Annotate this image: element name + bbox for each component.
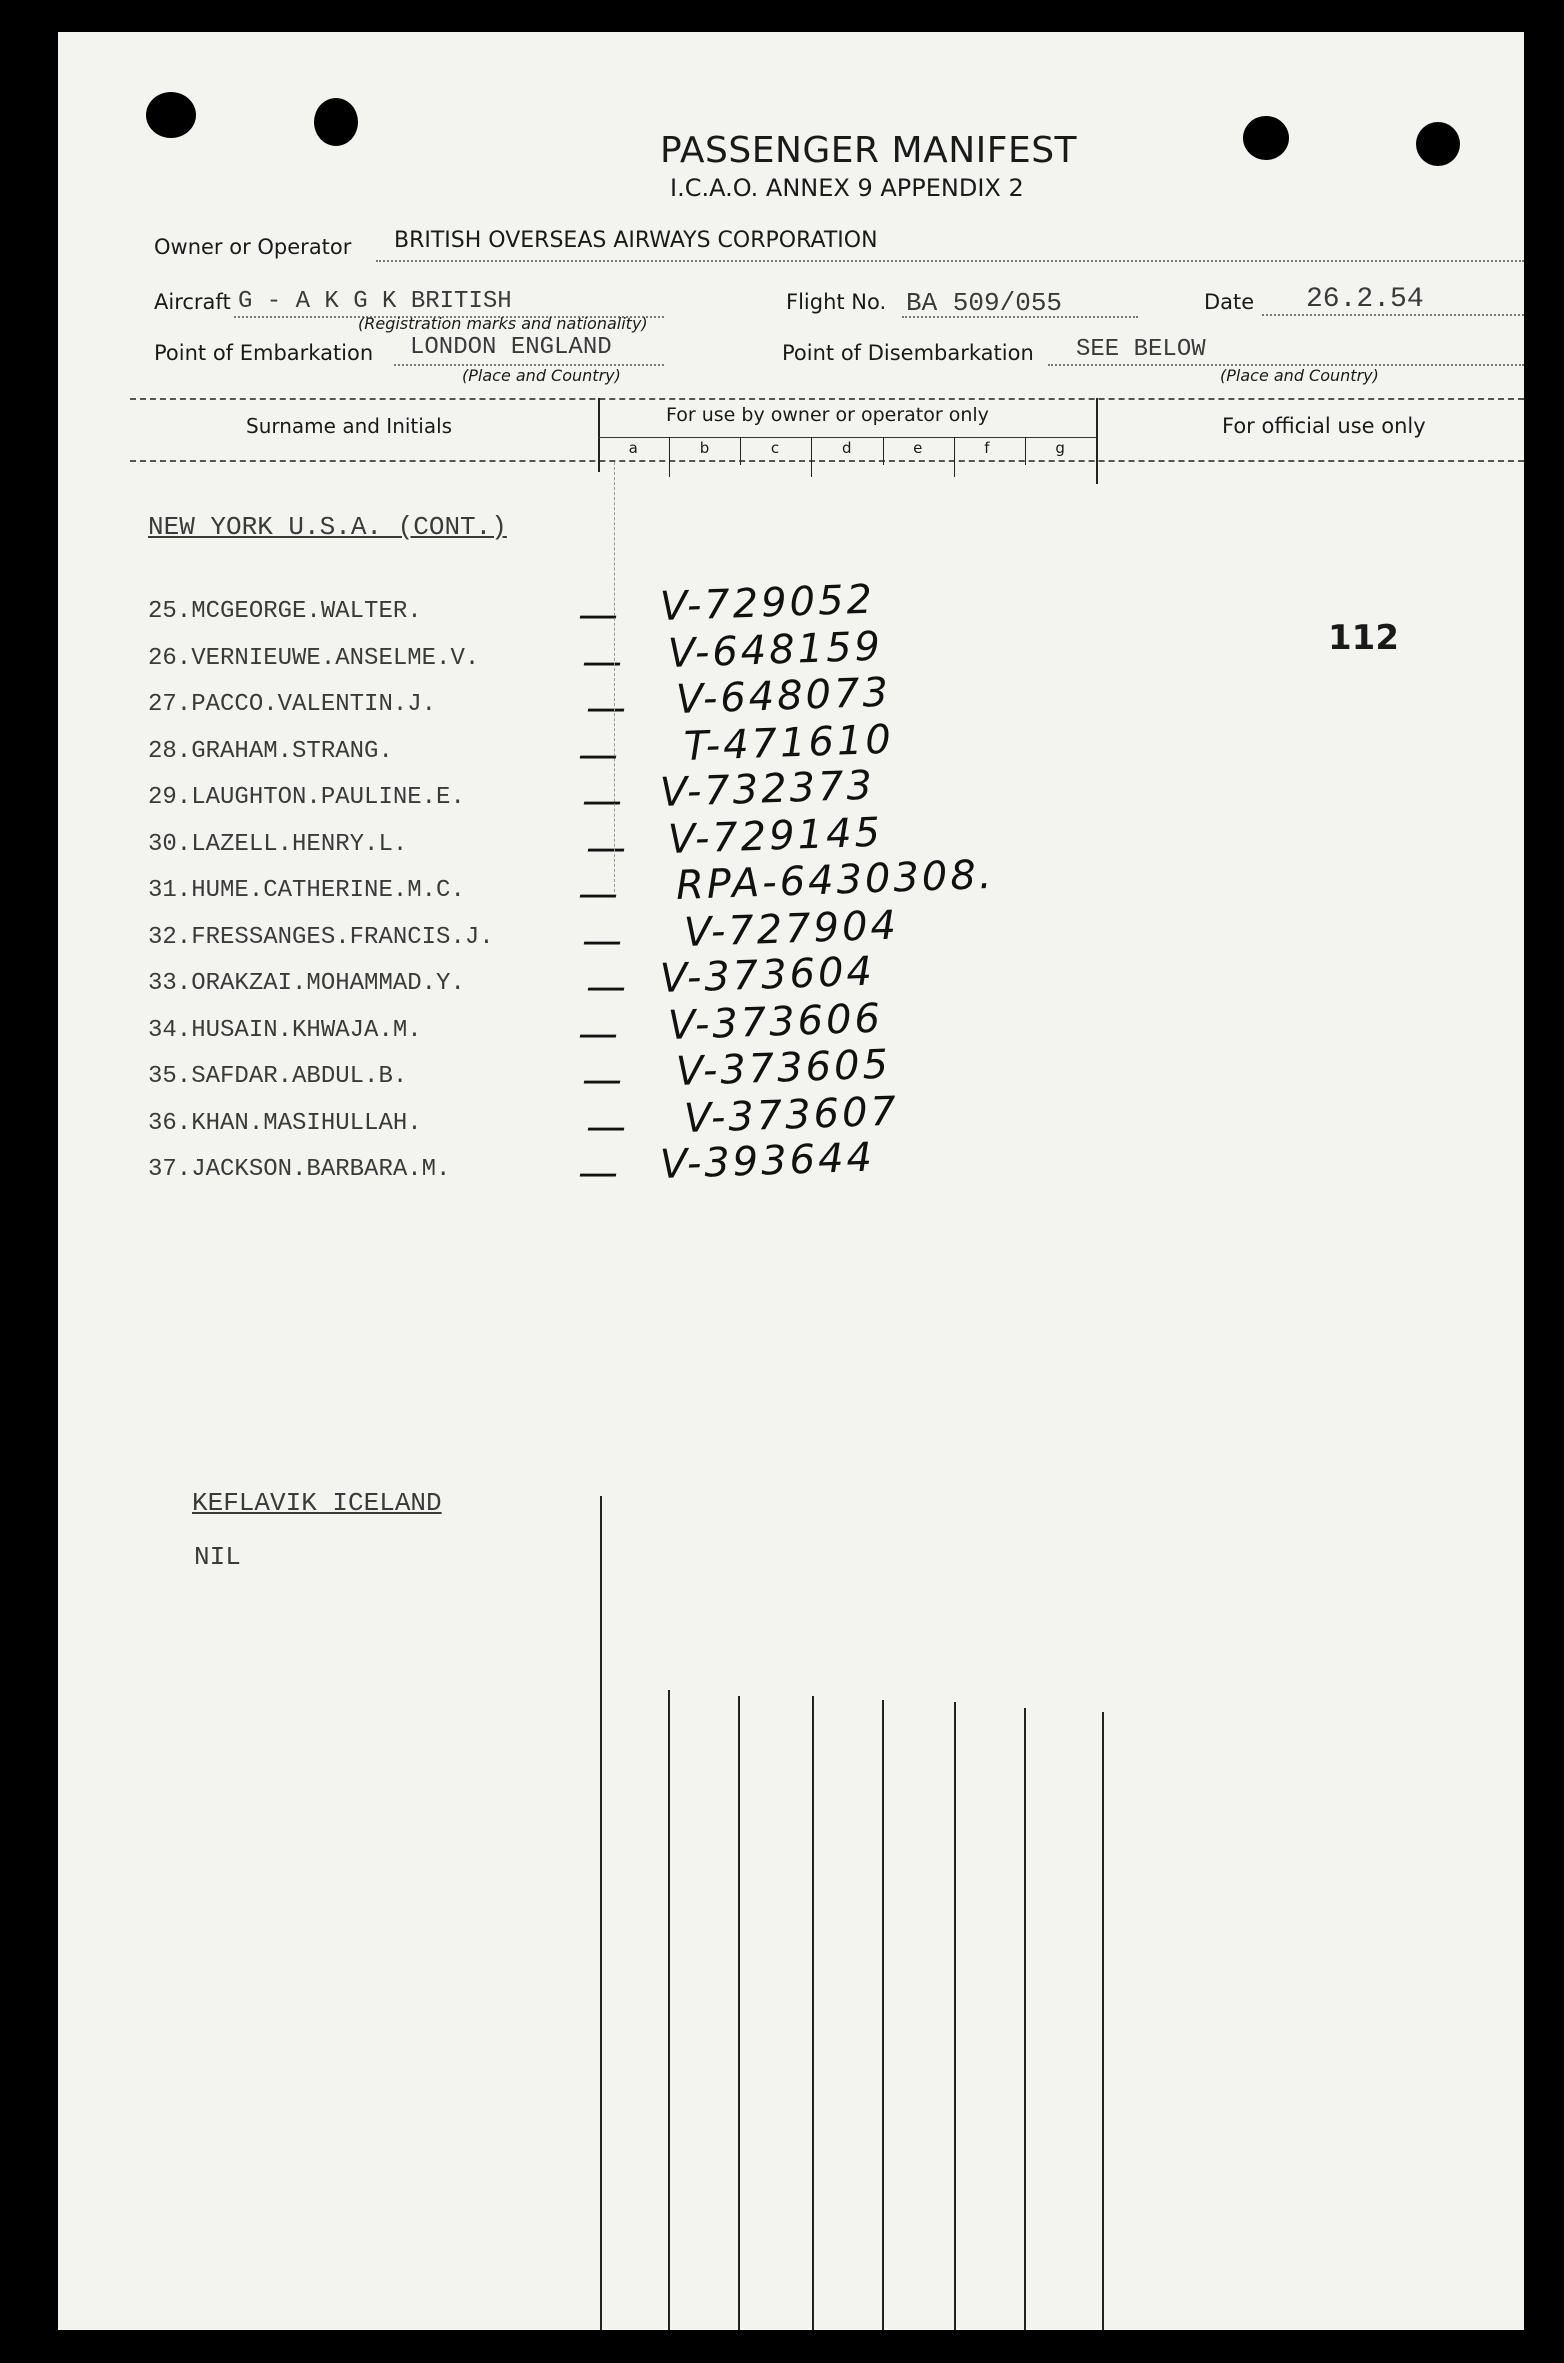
passenger-dash: — bbox=[586, 1103, 626, 1150]
column-line bbox=[1102, 1712, 1104, 2330]
col-official-header: For official use only bbox=[1222, 414, 1426, 438]
passenger-name: 36.KHAN.MASIHULLAH. bbox=[148, 1109, 422, 1137]
date-value: 26.2.54 bbox=[1306, 284, 1424, 315]
passenger-document-number: V-648159 bbox=[667, 623, 884, 677]
disembarkation-value: SEE BELOW bbox=[1076, 336, 1206, 363]
passenger-dash: — bbox=[578, 731, 618, 778]
header-bottom-rule bbox=[130, 460, 1524, 462]
passenger-document-number: V-727904 bbox=[683, 902, 900, 956]
subcol-divider bbox=[811, 437, 812, 477]
passenger-dash: — bbox=[586, 685, 626, 731]
passenger-document-number: V-729052 bbox=[659, 576, 876, 630]
col-owner-header: For use by owner or operator only bbox=[666, 404, 989, 426]
owner-value: BRITISH OVERSEAS AIRWAYS CORPORATION bbox=[394, 228, 878, 253]
embarkation-value: LONDON ENGLAND bbox=[410, 334, 612, 361]
passenger-document-number: RPA-6430308. bbox=[675, 851, 996, 909]
column-line bbox=[668, 1690, 670, 2330]
col-surname-header: Surname and Initials bbox=[246, 414, 453, 438]
date-label: Date bbox=[1204, 290, 1255, 314]
subcol-divider bbox=[669, 437, 670, 477]
passenger-document-number: V-373607 bbox=[683, 1088, 900, 1142]
subcol-rule bbox=[598, 437, 1096, 438]
disembarkation-label: Point of Disembarkation bbox=[782, 341, 1034, 365]
passenger-dash: — bbox=[586, 964, 626, 1010]
passenger-document-number: V-393644 bbox=[659, 1134, 876, 1188]
passenger-dash: — bbox=[582, 778, 622, 824]
passenger-dash: — bbox=[582, 1057, 622, 1103]
aircraft-label: Aircraft bbox=[154, 290, 231, 314]
manifest-sheet bbox=[58, 32, 1524, 2330]
embarkation-label: Point of Embarkation bbox=[154, 341, 374, 365]
subcol-divider bbox=[740, 437, 741, 465]
header-divider bbox=[1096, 398, 1098, 484]
punch-hole-icon bbox=[314, 98, 358, 146]
passenger-document-number: V-373606 bbox=[667, 995, 884, 1049]
passenger-name: 31.HUME.CATHERINE.M.C. bbox=[148, 877, 465, 904]
subcol-label: d bbox=[842, 439, 852, 457]
official-number: 112 bbox=[1328, 618, 1399, 658]
form-subtitle: I.C.A.O. ANNEX 9 APPENDIX 2 bbox=[670, 174, 1024, 202]
header-divider bbox=[598, 398, 600, 472]
subcol-label: e bbox=[913, 439, 923, 457]
subcol-divider bbox=[883, 437, 884, 465]
passenger-name: 34.HUSAIN.KHWAJA.M. bbox=[148, 1016, 422, 1044]
header-top-rule bbox=[130, 398, 1524, 400]
date-dotted-line bbox=[1262, 314, 1524, 316]
passenger-document-number: V-729145 bbox=[667, 809, 884, 863]
owner-dotted-line bbox=[376, 260, 1524, 262]
owner-label: Owner or Operator bbox=[154, 235, 352, 259]
passenger-name: 26.VERNIEUWE.ANSELME.V. bbox=[148, 644, 480, 672]
passenger-document-number: V-648073 bbox=[675, 669, 892, 723]
flight-dotted-line bbox=[902, 316, 1138, 318]
column-line bbox=[738, 1696, 740, 2330]
passenger-dash: — bbox=[578, 1150, 618, 1196]
subcol-label: f bbox=[984, 439, 990, 457]
passenger-dash: — bbox=[586, 824, 626, 871]
passenger-document-number: T-471610 bbox=[683, 716, 895, 770]
section-heading-keflavik: KEFLAVIK ICELAND bbox=[192, 1488, 442, 1518]
flight-value: BA 509/055 bbox=[906, 288, 1063, 318]
section-heading-newyork: NEW YORK U.S.A. (CONT.) bbox=[148, 512, 507, 542]
column-line bbox=[812, 1696, 814, 2330]
punch-hole-icon bbox=[1243, 116, 1289, 160]
ink-stroke bbox=[614, 462, 615, 892]
passenger-dash: — bbox=[578, 871, 618, 917]
passenger-name: 32.FRESSANGES.FRANCIS.J. bbox=[148, 923, 494, 951]
passenger-dash: — bbox=[582, 638, 622, 685]
registration-note: (Registration marks and nationality) bbox=[358, 314, 648, 333]
passenger-name: 33.ORAKZAI.MOHAMMAD.Y. bbox=[148, 970, 465, 997]
passenger-name: 35.SAFDAR.ABDUL.B. bbox=[148, 1063, 408, 1090]
column-line bbox=[600, 1496, 602, 2330]
passenger-dash: — bbox=[582, 917, 622, 964]
subcol-label: a bbox=[628, 439, 638, 457]
passenger-document-number: V-373604 bbox=[659, 948, 876, 1002]
place-country-note: (Place and Country) bbox=[462, 366, 621, 385]
column-line bbox=[954, 1702, 956, 2330]
column-line bbox=[882, 1700, 884, 2330]
passenger-name: 27.PACCO.VALENTIN.J. bbox=[148, 691, 437, 718]
passenger-name: 37.JACKSON.BARBARA.M. bbox=[148, 1156, 451, 1183]
subcol-label: c bbox=[770, 439, 780, 457]
flight-label: Flight No. bbox=[786, 290, 887, 314]
punch-hole-icon bbox=[146, 92, 196, 138]
aircraft-value: G - A K G K BRITISH bbox=[238, 288, 512, 315]
passenger-name: 28.GRAHAM.STRANG. bbox=[148, 737, 393, 765]
subcol-divider bbox=[1025, 437, 1026, 465]
subcol-label: g bbox=[1055, 439, 1065, 457]
subcol-divider bbox=[954, 437, 955, 477]
passenger-document-number: V-732373 bbox=[659, 762, 876, 816]
subcol-label: b bbox=[699, 439, 710, 457]
passenger-name: 29.LAUGHTON.PAULINE.E. bbox=[148, 784, 465, 811]
passenger-dash: — bbox=[578, 592, 618, 638]
form-title: PASSENGER MANIFEST bbox=[660, 130, 1078, 171]
passenger-document-number: V-373605 bbox=[675, 1041, 892, 1095]
passenger-name: 30.LAZELL.HENRY.L. bbox=[148, 830, 408, 858]
keflavik-value: NIL bbox=[194, 1542, 241, 1572]
punch-hole-icon bbox=[1416, 122, 1460, 166]
passenger-dash: — bbox=[578, 1010, 618, 1057]
place-country-note-right: (Place and Country) bbox=[1220, 366, 1379, 385]
column-line bbox=[1024, 1708, 1026, 2330]
passenger-name: 25.MCGEORGE.WALTER. bbox=[148, 598, 422, 625]
